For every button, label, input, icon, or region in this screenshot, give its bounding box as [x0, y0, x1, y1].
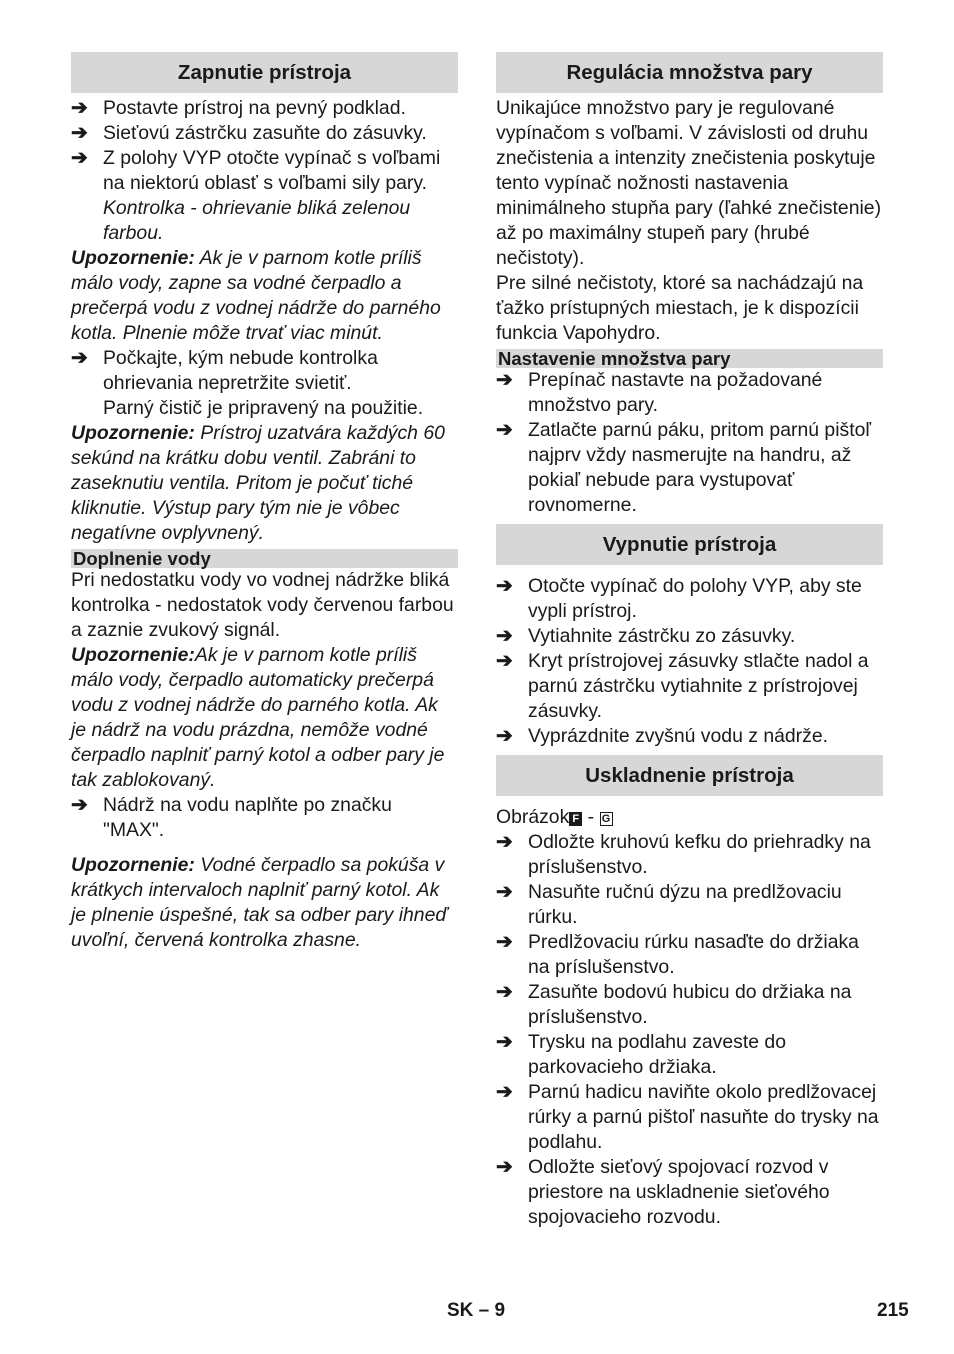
arrow-right-icon: ➔: [496, 881, 513, 903]
section-title-switch-off: Vypnutie prístroja: [496, 524, 883, 565]
arrow-right-icon: ➔: [71, 97, 88, 119]
step-result: Kontrolka - ohrievanie bliká zelenou farbou.: [103, 197, 411, 244]
note-paragraph: Upozornenie:Ak je v parnom kotle príliš málo vody, čerpadlo automaticky prečerpá vodu z vodnej nádrže do parného kotla. Ak je nádrž na vodu prázdna, nemôže vodné čerpadlo naplniť parný kotol a odber pary je tak zablokovaný.: [71, 644, 445, 791]
list-item: ➔ Nasuňte ručnú dýzu na predlžovaciu rúrku.: [496, 881, 842, 928]
arrow-right-icon: ➔: [496, 650, 513, 672]
page-number: 215: [877, 1300, 909, 1321]
list-item: ➔ Zasuňte bodovú hubicu do držiaka na príslušenstvo.: [496, 981, 852, 1028]
paragraph: Pre silné nečistoty, ktoré sa nachádzajú na ťažko prístupných miestach, je k dispozícii funkcia Vapohydro.: [496, 272, 864, 344]
section-title-storage: Uskladnenie prístroja: [496, 755, 883, 796]
list-item: ➔ Trysku na podlahu zaveste do parkovacieho držiaka.: [496, 1031, 786, 1078]
arrow-right-icon: ➔: [496, 419, 513, 441]
arrow-right-icon: ➔: [496, 369, 513, 391]
list-item: ➔ Otočte vypínač do polohy VYP, aby ste vypli prístroj.: [496, 575, 862, 622]
subsection-title-steam-setting: Nastavenie množstva pary: [496, 349, 883, 368]
arrow-right-icon: ➔: [496, 831, 513, 853]
list-item: ➔ Zatlačte parnú páku, pritom parnú pištoľ najprv vždy nasmerujte na handru, až pokiaľ nebude para vystupovať rovnomerne.: [496, 419, 872, 516]
arrow-right-icon: ➔: [71, 347, 88, 369]
step-result: Parný čistič je pripravený na použitie.: [103, 397, 424, 419]
subsection-title-refill-water: Doplnenie vody: [71, 549, 458, 568]
note-paragraph: Upozornenie: Vodné čerpadlo sa pokúša v krátkych intervaloch naplniť parný kotol. Ak je plnenie úspešné, tak sa odber pary ihneď uvoľní, červená kontrolka zhasne.: [71, 854, 448, 951]
arrow-right-icon: ➔: [496, 1081, 513, 1103]
arrow-right-icon: ➔: [496, 575, 513, 597]
arrow-right-icon: ➔: [496, 625, 513, 647]
list-item: ➔ Počkajte, kým nebude kontrolka ohrievania nepretržite svietiť.: [71, 347, 378, 394]
list-item: ➔ Postavte prístroj na pevný podklad.: [71, 97, 406, 119]
figure-label-f: F: [569, 812, 582, 826]
list-item: ➔ Predlžovaciu rúrku nasaďte do držiaka na príslušenstvo.: [496, 931, 859, 978]
list-item: ➔ Parnú hadicu naviňte okolo predlžovacej rúrky a parnú pištoľ nasuňte do trysky na podlahu.: [496, 1081, 879, 1153]
arrow-right-icon: ➔: [71, 122, 88, 144]
list-item: ➔ Z polohy VYP otočte vypínač s voľbami na niektorú oblasť s voľbami sily pary.: [71, 147, 441, 194]
list-item: ➔ Odložte sieťový spojovací rozvod v priestore na uskladnenie sieťového spojovacieho rozvodu.: [496, 1156, 830, 1228]
figure-reference: Obrázok F - G: [496, 805, 883, 830]
note-paragraph: Upozornenie: Prístroj uzatvára každých 60 sekúnd na krátku dobu ventil. Zabráni to zaseknutiu ventila. Pritom je počuť tiché kliknutie. Výstup pary tým nie je vôbec negatívne ovplyvnený.: [71, 422, 445, 544]
list-item: ➔ Sieťovú zástrčku zasuňte do zásuvky.: [71, 122, 427, 144]
note-paragraph: Upozornenie: Ak je v parnom kotle príliš málo vody, zapne sa vodné čerpadlo a prečerpá vodu z vodnej nádrže do parného kotla. Plnenie môže trvať viac minút.: [71, 247, 441, 344]
paragraph: Unikajúce množstvo pary je regulované vypínačom s voľbami. V závislosti od druhu znečistenia a intenzity znečistenia poskytuje tento vypínač nožnosti nastavenia minimálneho stupňa pary (ľahké znečistenie) až po maximálny stupeň pary (hrubé nečistoty).: [496, 97, 882, 269]
footer-section-label: SK – 9: [447, 1300, 506, 1321]
section-title-switch-on: Zapnutie prístroja: [71, 52, 458, 93]
right-column: [496, 52, 883, 1230]
list-item: ➔ Nádrž na vodu naplňte po značku "MAX".: [71, 794, 392, 841]
section-title-steam-regulation: Regulácia množstva pary: [496, 52, 883, 93]
arrow-right-icon: ➔: [496, 981, 513, 1003]
arrow-right-icon: ➔: [71, 794, 88, 816]
arrow-right-icon: ➔: [71, 147, 88, 169]
arrow-right-icon: ➔: [496, 931, 513, 953]
list-item: ➔ Vyprázdnite zvyšnú vodu z nádrže.: [496, 725, 828, 747]
list-item: ➔ Odložte kruhovú kefku do priehradky na príslušenstvo.: [496, 831, 871, 878]
paragraph: Pri nedostatku vody vo vodnej nádržke bliká kontrolka - nedostatok vody červenou farbou a zaznie zvukový signál.: [71, 569, 454, 641]
arrow-right-icon: ➔: [496, 725, 513, 747]
left-column: [71, 52, 458, 953]
list-item: ➔ Vytiahnite zástrčku zo zásuvky.: [496, 625, 796, 647]
arrow-right-icon: ➔: [496, 1156, 513, 1178]
arrow-right-icon: ➔: [496, 1031, 513, 1053]
list-item: ➔ Kryt prístrojovej zásuvky stlačte nadol a parnú zástrčku vytiahnite z prístrojovej zásuvky.: [496, 650, 869, 722]
list-item: ➔ Prepínač nastavte na požadované množstvo pary.: [496, 369, 823, 416]
figure-label-g: G: [600, 812, 613, 826]
